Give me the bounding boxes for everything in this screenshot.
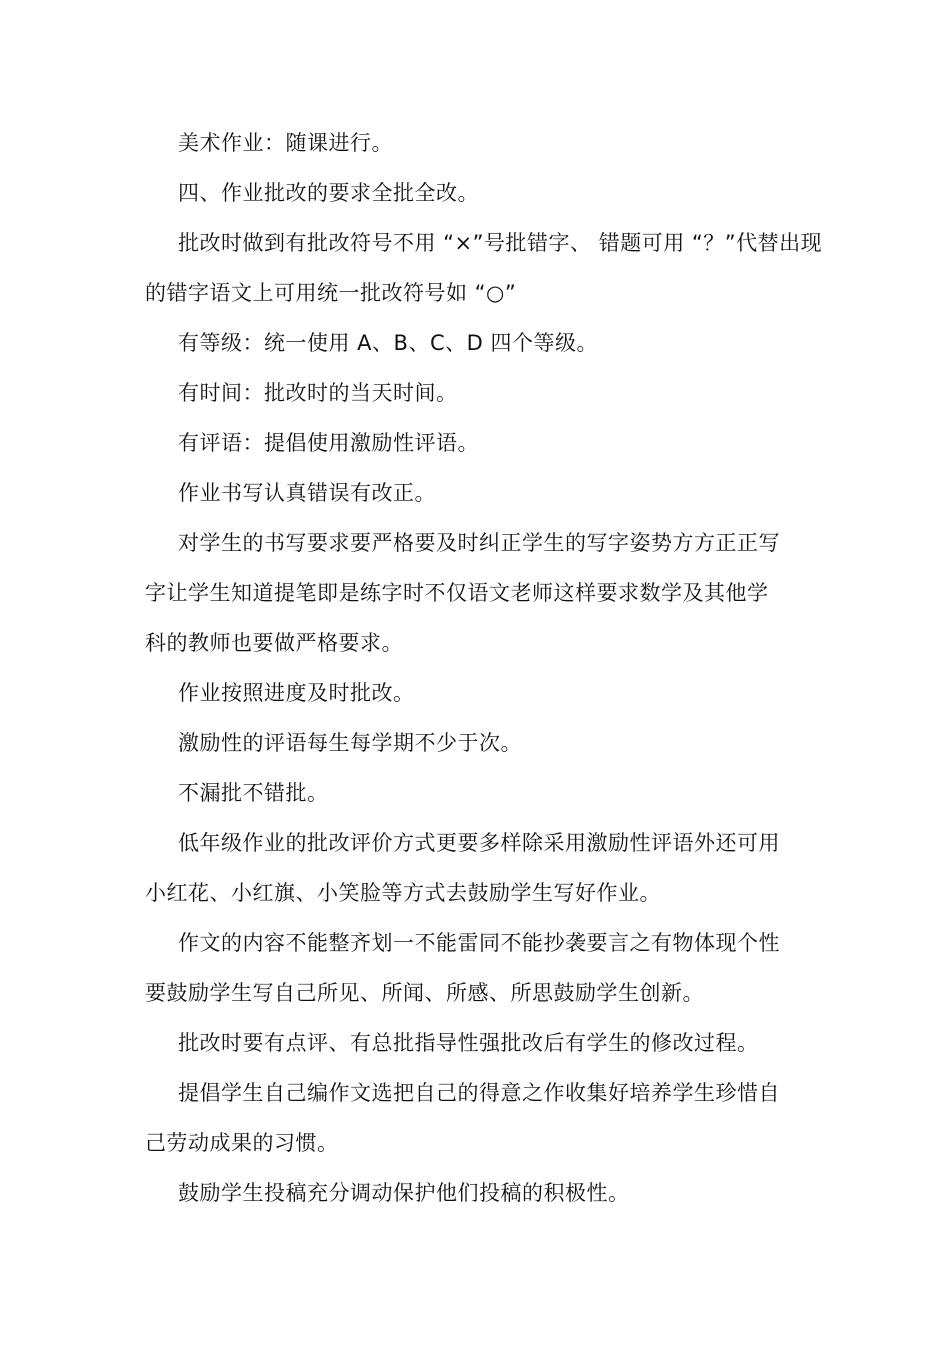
heading-grading-requirements: 四、作业批改的要求全批全改。 [178, 181, 479, 205]
paragraph-grades: 有等级：统一使用 A、B、C、D 四个等级。 [178, 331, 598, 355]
paragraph-handwriting-cont-1: 字让学生知道提笔即是练字时不仅语文老师这样要求数学及其他学 [145, 581, 769, 605]
paragraph-lower-grades-cont: 小红花、小红旗、小笑脸等方式去鼓励学生写好作业。 [145, 881, 661, 905]
paragraph-comments: 有评语：提倡使用激励性评语。 [178, 431, 479, 455]
paragraph-grading-symbols: 批改时做到有批改符号不用 “×”号批错字、 错题可用 “？”代替出现 [178, 231, 823, 255]
paragraph-collection: 提倡学生自己编作文选把自己的得意之作收集好培养学生珍惜自 [178, 1081, 780, 1105]
paragraph-review: 批改时要有点评、有总批指导性强批改后有学生的修改过程。 [178, 1031, 759, 1055]
paragraph-collection-cont: 己劳动成果的习惯。 [145, 1131, 339, 1155]
paragraph-grading-symbols-cont: 的错字语文上可用统一批改符号如 “○” [145, 281, 517, 305]
paragraph-encouraging-comments: 激励性的评语每生每学期不少于次。 [178, 731, 522, 755]
paragraph-art-homework: 美术作业：随课进行。 [178, 131, 393, 155]
paragraph-time: 有时间：批改时的当天时间。 [178, 381, 458, 405]
paragraph-submission: 鼓励学生投稿充分调动保护他们投稿的积极性。 [178, 1181, 630, 1205]
paragraph-handwriting: 对学生的书写要求要严格要及时纠正学生的写字姿势方方正正写 [178, 531, 780, 555]
paragraph-handwriting-cont-2: 科的教师也要做严格要求。 [145, 631, 403, 655]
paragraph-no-missing: 不漏批不错批。 [178, 781, 329, 805]
paragraph-lower-grades: 低年级作业的批改评价方式更要多样除采用激励性评语外还可用 [178, 831, 780, 855]
paragraph-writing: 作业书写认真错误有改正。 [178, 481, 436, 505]
paragraph-composition-cont: 要鼓励学生写自己所见、所闻、所感、所思鼓励学生创新。 [145, 981, 704, 1005]
paragraph-composition: 作文的内容不能整齐划一不能雷同不能抄袭要言之有物体现个性 [178, 931, 780, 955]
paragraph-progress: 作业按照进度及时批改。 [178, 681, 415, 705]
